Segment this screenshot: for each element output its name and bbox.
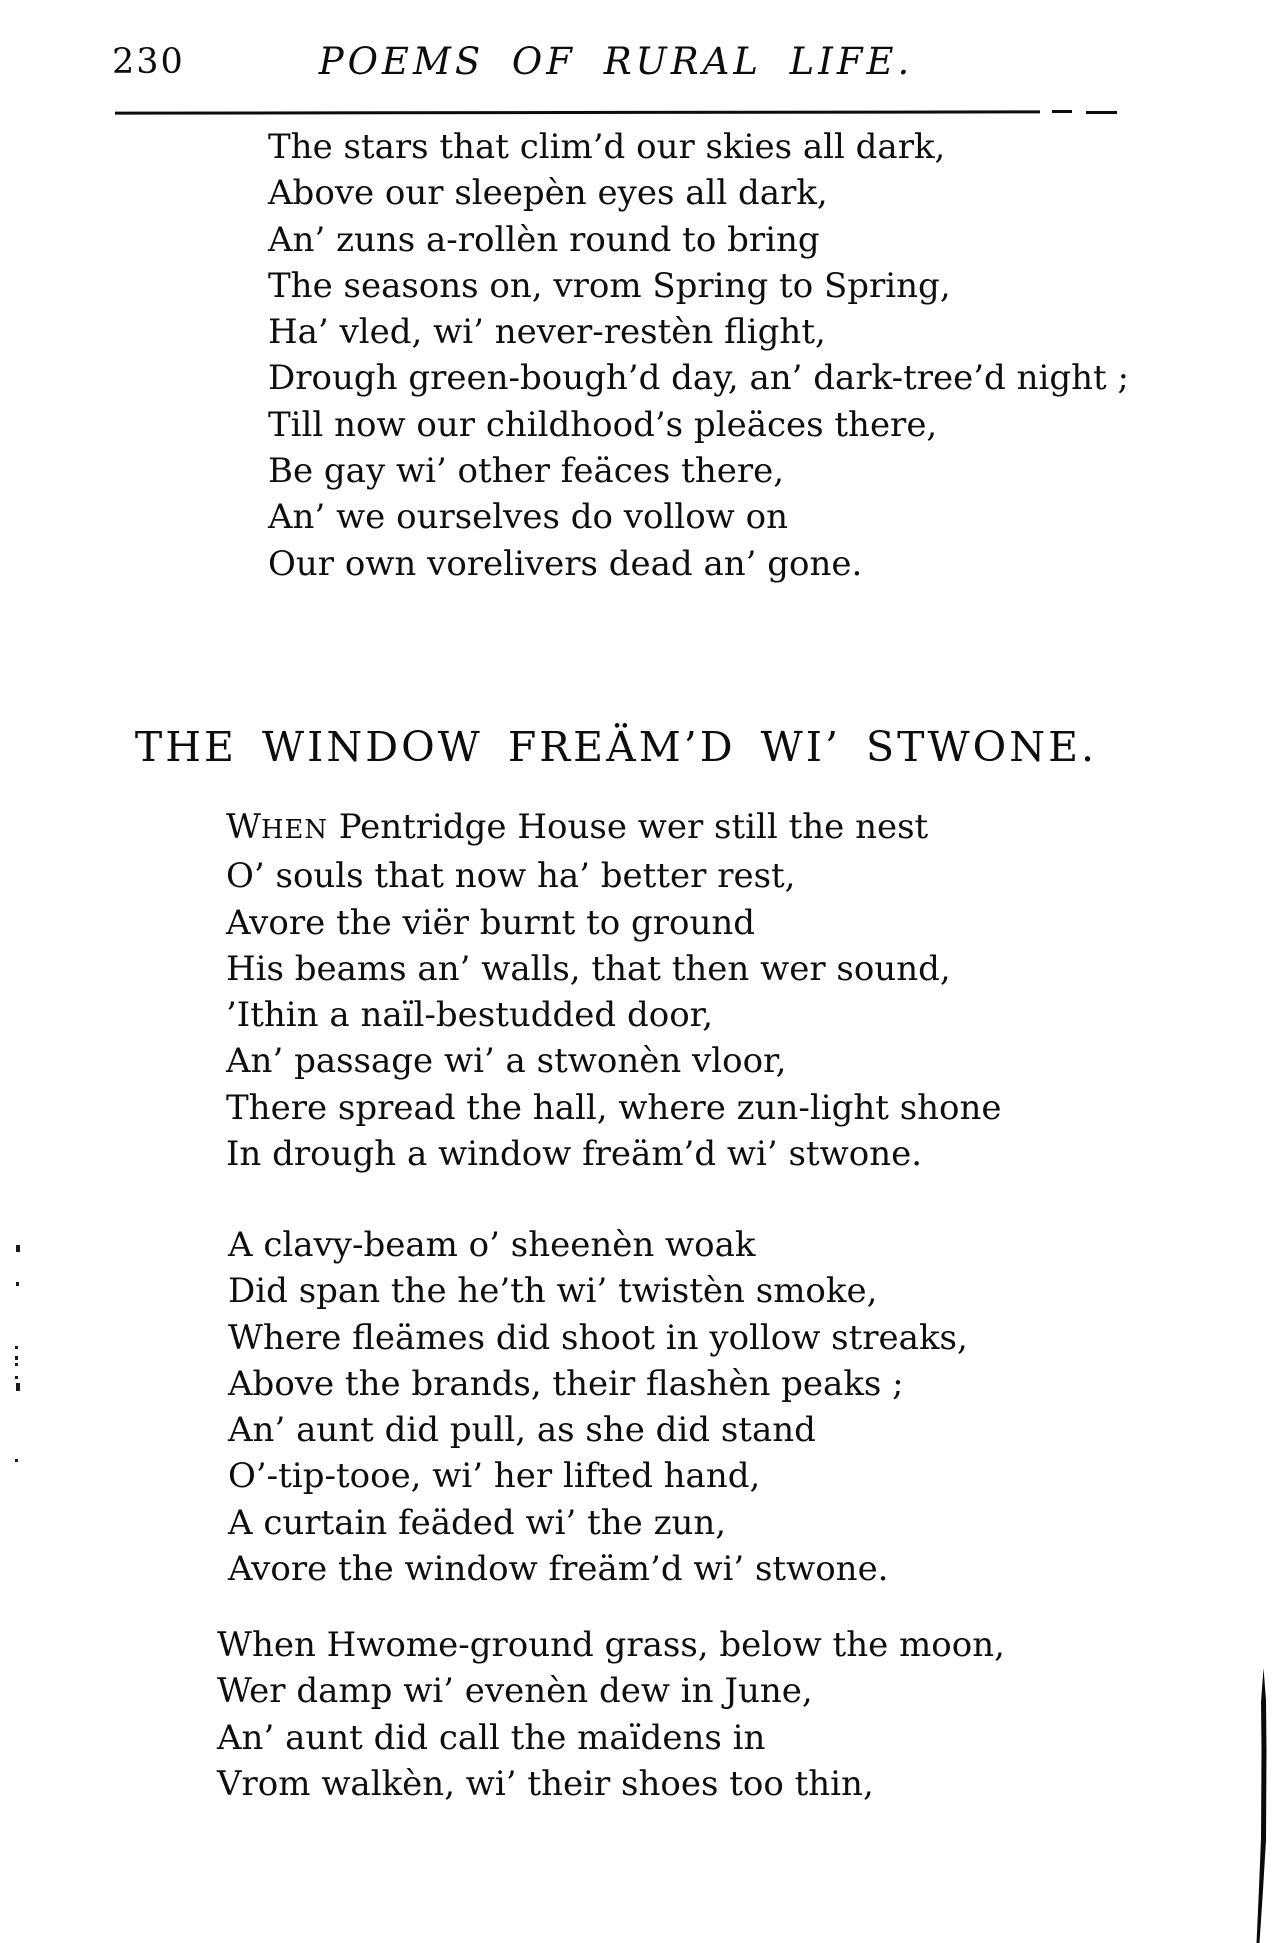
poem-line: Avore the window freäm’d wi’ stwone. [228,1549,889,1590]
divider-rule [115,110,1040,114]
poem-line: O’-tip-tooe, wi’ her lifted hand, [228,1456,761,1497]
scan-speck [16,1245,20,1252]
poem-stanza-3 [217,1622,1005,1807]
poem-line: A clavy-beam o’ sheenèn woak [228,1225,756,1265]
poem-line: O’ souls that now ha’ better rest, [226,856,796,897]
scan-speck [15,1459,18,1462]
scan-speck [16,1282,19,1286]
scan-speck [15,1363,18,1366]
scan-speck [15,1356,18,1360]
scan-speck [15,1346,18,1349]
poem-line: An’ zuns a-rollèn round to bring [268,219,820,260]
poem-stanza-1 [226,804,1002,1177]
scan-speck [15,1376,18,1379]
poem-line: Till now our childhood’s pleäces there, [268,404,938,445]
divider-rule-dash [1052,110,1072,113]
poem-line: His beams an’ walls, that then wer sound, [226,948,951,989]
poem-line: WHEN Pentridge House wer still the nest [226,807,929,847]
poem-line: Did span the he’th wi’ twistèn smoke, [228,1271,878,1312]
poem-title: THE WINDOW FREÄM’D WI’ STWONE. [134,723,1098,771]
poem-line: Ha’ vled, wi’ never-restèn flight, [268,312,826,353]
poem-end-stanza [268,124,1129,587]
poem-line: Above our sleepèn eyes all dark, [268,173,828,214]
poem-line: An’ aunt did call the maïdens in [217,1717,766,1758]
poem-line: Wer damp wi’ evenèn dew in June, [217,1671,813,1712]
poem-line: The seasons on, vrom Spring to Spring, [268,265,951,306]
poem-stanza-2 [228,1222,968,1592]
poem-line: Above the brands, their flashèn peaks ; [228,1363,904,1404]
poem-line: Avore the viër burnt to ground [226,902,756,943]
running-title: POEMS OF RURAL LIFE. [318,40,914,83]
page-number: 230 [112,42,185,82]
poem-line: A curtain feäded wi’ the zun, [228,1502,727,1543]
poem-line: An’ passage wi’ a stwonèn vloor, [226,1041,787,1082]
poem-line: There spread the hall, where zun-light shone [226,1087,1002,1128]
poem-line: The stars that clim’d our skies all dark, [268,127,946,167]
divider-rule-end [1086,111,1117,114]
poem-line: An’ we ourselves do vollow on [268,497,788,538]
poem-line: An’ aunt did pull, as she did stand [228,1410,816,1451]
poem-line: Drough green-bough’d day, an’ dark-tree’d night ; [268,358,1129,399]
poem-line: ’Ithin a naïl-bestudded door, [226,995,714,1036]
poem-line: In drough a window freäm’d wi’ stwone. [226,1134,923,1175]
poem-line: Where fleämes did shoot in yollow streaks, [228,1317,968,1358]
poem-line: Vrom walkèn, wi’ their shoes too thin, [217,1763,874,1804]
scan-speck [16,1383,20,1391]
poem-line: Our own vorelivers dead an’ gone. [268,543,863,584]
poem-line: When Hwome-ground grass, below the moon, [217,1625,1005,1665]
poem-line: Be gay wi’ other feäces there, [268,451,785,492]
